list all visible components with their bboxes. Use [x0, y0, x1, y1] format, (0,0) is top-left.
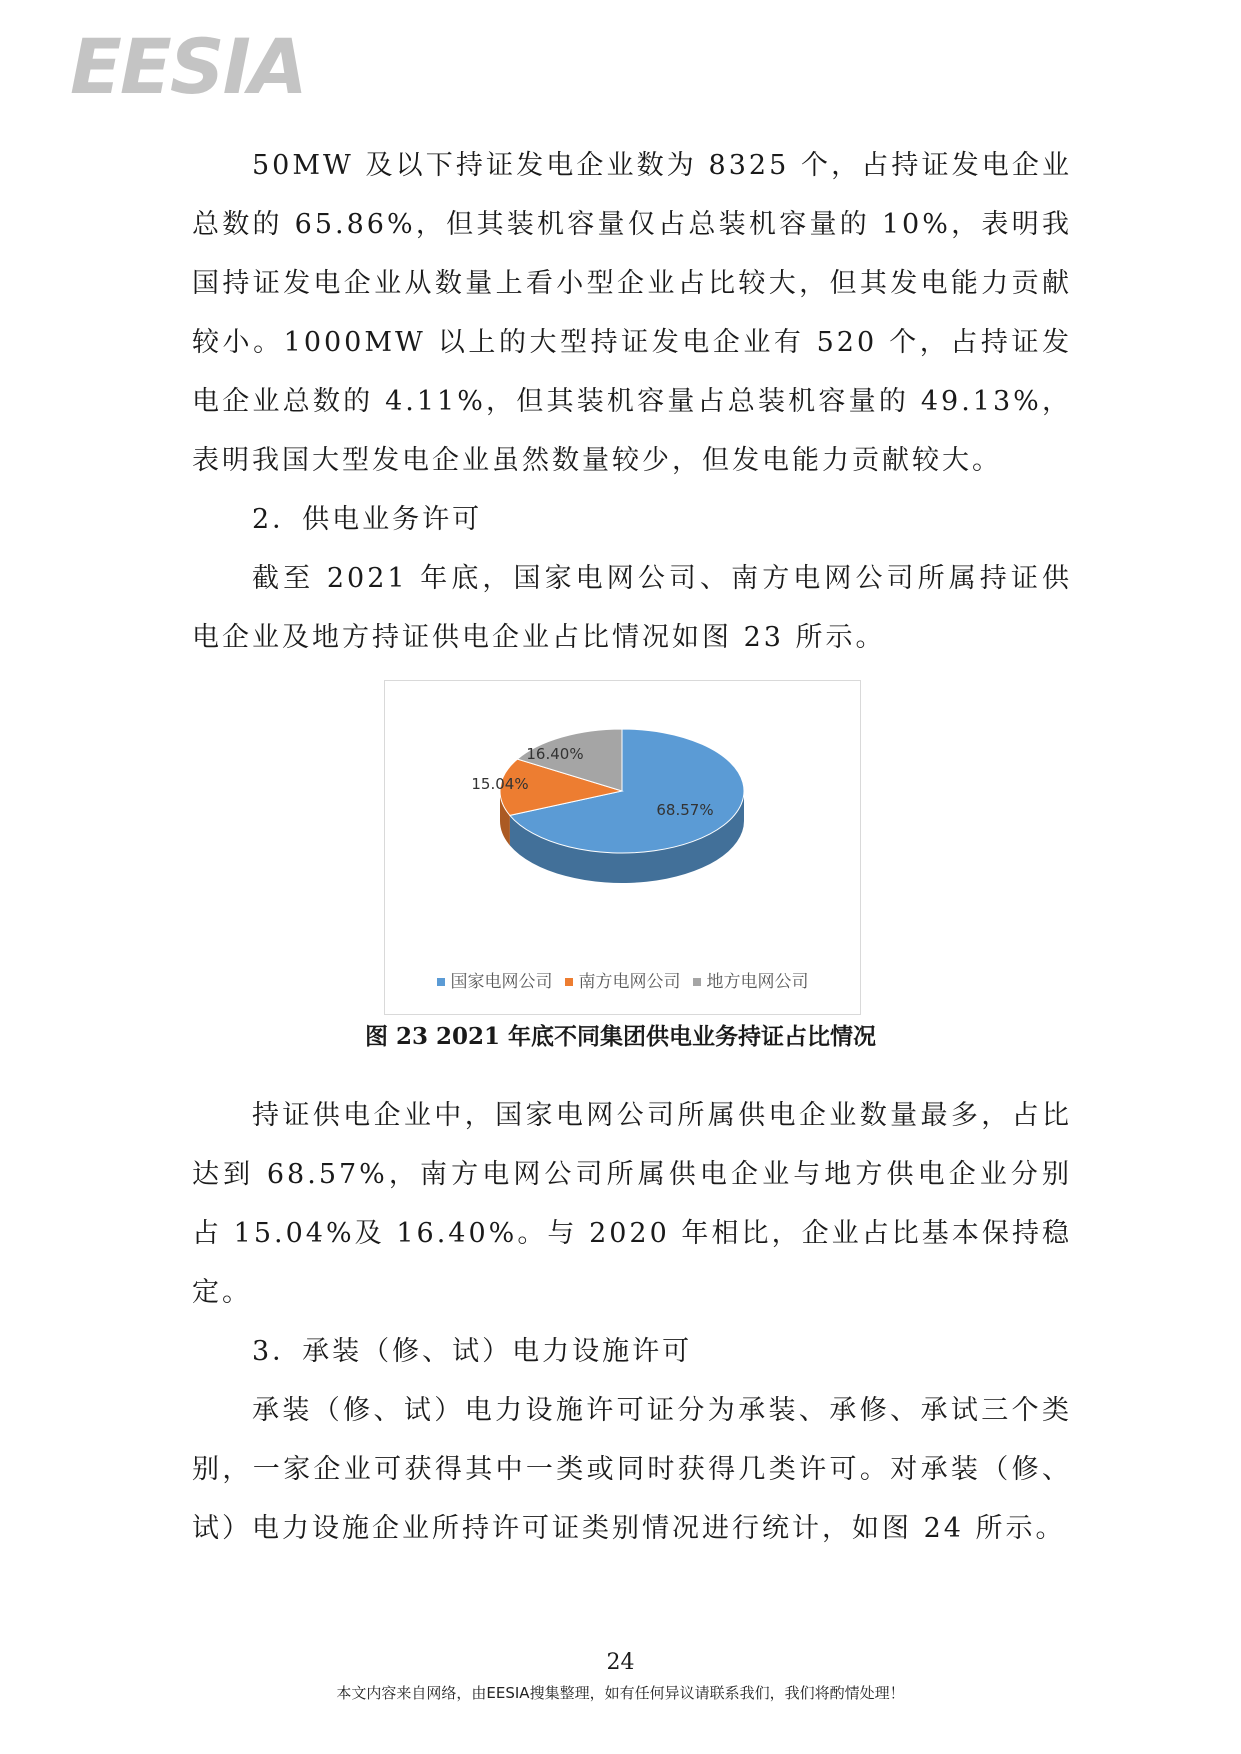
- legend-swatch-local-grid: [693, 978, 701, 986]
- footer-note: 本文内容来自网络，由EESIA搜集整理，如有任何异议请联系我们，我们将酌情处理！: [336, 1684, 905, 1702]
- pie-chart-figure: [384, 680, 861, 1015]
- heading-power-supply-license: 2．供电业务许可: [252, 504, 483, 535]
- figure-caption: 图 23 2021 年底不同集团供电业务持证占比情况: [364, 1023, 877, 1050]
- paragraph-power-generation: 50MW 及以下持证发电企业数为 8325 个，占持证发电企业总数的 65.86%，但其装机容量仅占总装机容量的 10%，表明我国持证发电企业从数量上看小型企业占比较大，但其发电能力贡献较小。1000MW 以上的大型持证发电企业有 520 个，占持证发电企业总数的 4.11%，但其装机容量占总装机容量的 49.13%，表明我国大型发电企业虽然数量较少，但发电能力贡献较大。: [192, 150, 1072, 476]
- paragraph-power-supply-intro: 截至 2021 年底，国家电网公司、南方电网公司所属持证供电企业及地方持证供电企业占比情况如图 23 所示。: [192, 563, 1072, 653]
- top-text-section: [192, 136, 1072, 667]
- legend-label-local-grid: 地方电网公司: [706, 972, 809, 992]
- legend-item-local-grid: [693, 967, 809, 992]
- legend-label-southern-grid: 南方电网公司: [578, 972, 681, 992]
- pie-label-southern-grid: 15.04%: [471, 775, 529, 793]
- paragraph-installation-license: 承装（修、试）电力设施许可证分为承装、承修、承试三个类别，一家企业可获得其中一类或同时获得几类许可。对承装（修、试）电力设施企业所持许可证类别情况进行统计，如图 24 所示。: [192, 1395, 1072, 1544]
- pie-label-local-grid: 16.40%: [526, 745, 584, 763]
- chart-legend: [385, 967, 860, 992]
- pie-label-state-grid: 68.57%: [656, 801, 714, 819]
- legend-item-southern-grid: [565, 967, 681, 992]
- eesia-logo: EESIA: [70, 22, 306, 111]
- page-number: 24: [606, 1650, 635, 1675]
- legend-swatch-state-grid: [437, 978, 445, 986]
- bottom-text-section: [192, 1086, 1072, 1558]
- heading-installation-license: 3．承装（修、试）电力设施许可: [252, 1336, 693, 1367]
- paragraph-supply-share: 持证供电企业中，国家电网公司所属供电企业数量最多，占比达到 68.57%，南方电网公司所属供电企业与地方供电企业分别占 15.04%及 16.40%。与 2020 年相比，企业占比基本保持稳定。: [192, 1100, 1072, 1308]
- legend-item-state-grid: [437, 967, 553, 992]
- legend-swatch-southern-grid: [565, 978, 573, 986]
- pie-chart: [385, 681, 860, 961]
- legend-label-state-grid: 国家电网公司: [450, 972, 553, 992]
